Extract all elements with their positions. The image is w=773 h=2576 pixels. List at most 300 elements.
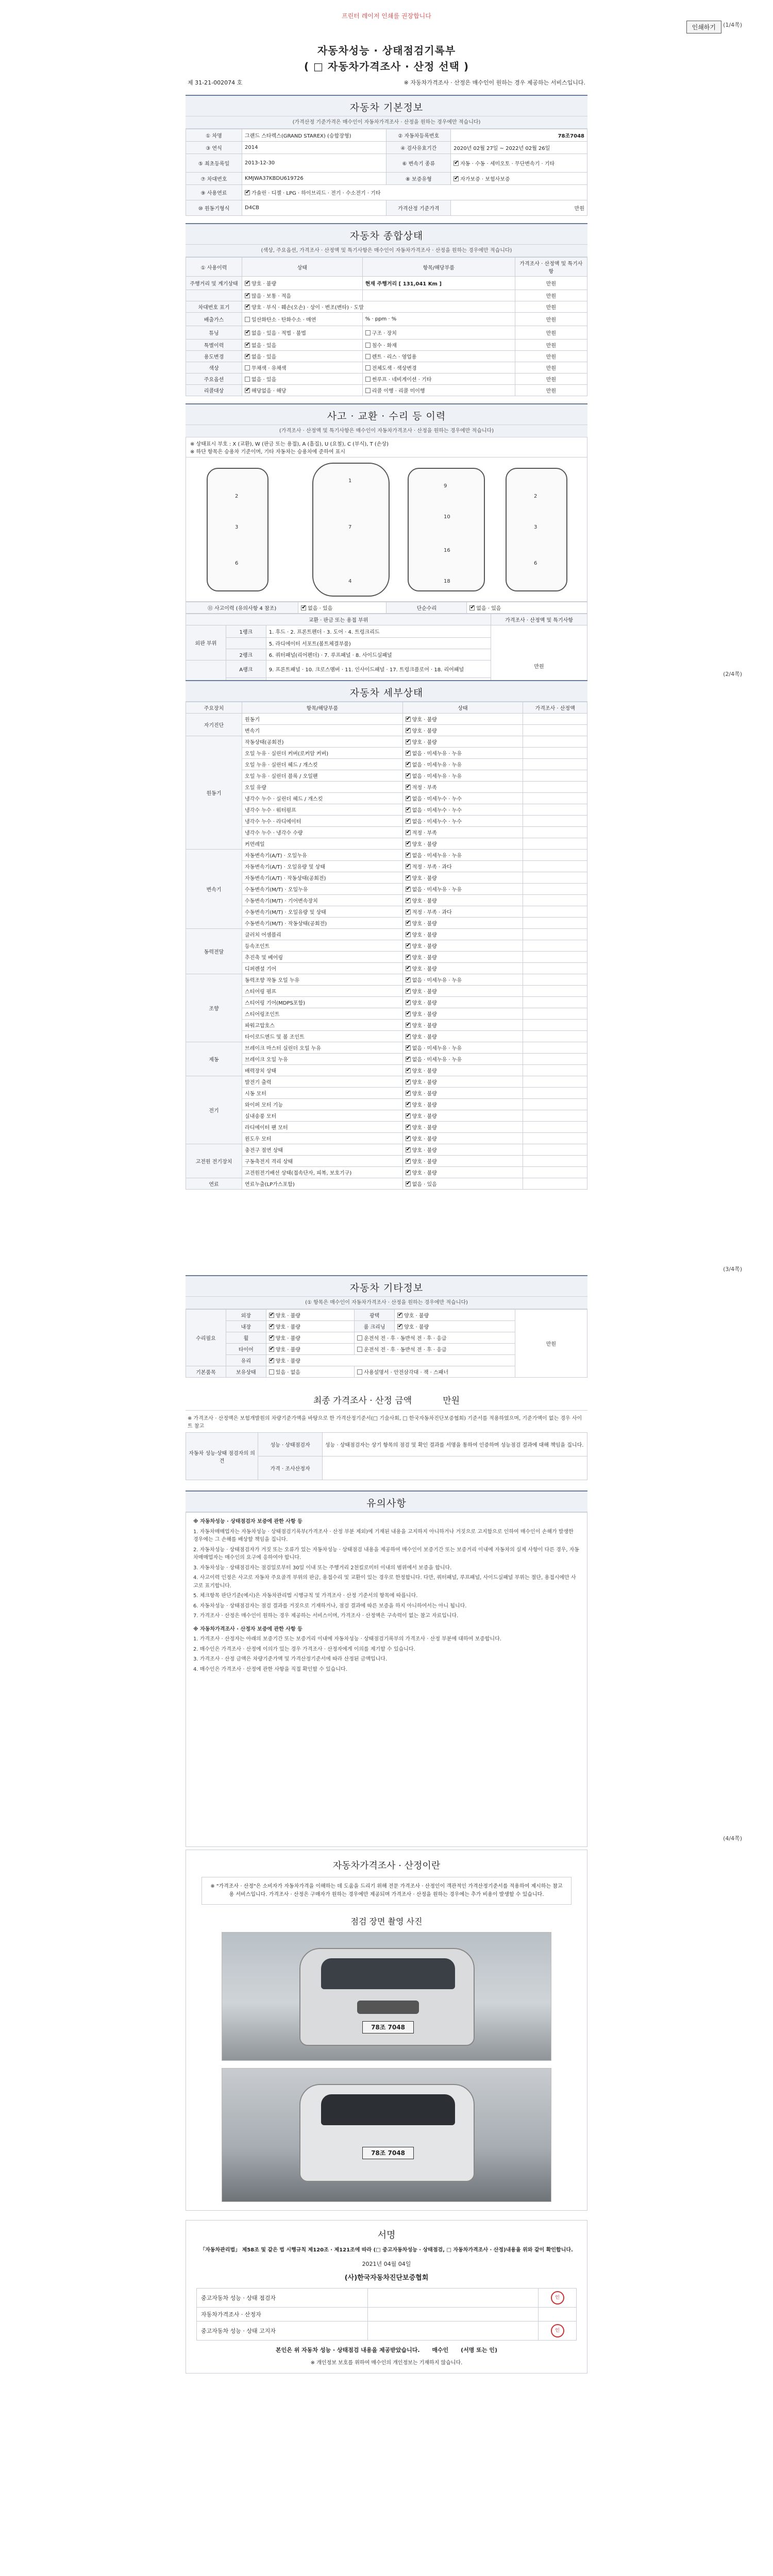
part-label: 커먼레일 bbox=[242, 838, 403, 850]
part-state: ✔ 없음 · 미세누유 · 누유 bbox=[402, 974, 523, 986]
detail-table: 주요장치 항목/해당부품 상태 가격조사 · 산정액 자기진단 원동기 ✔ 양호 · 불량 변속기 ✔ 양호 · 불량 원동기 작동상태(공회전) ✔ 양호 · 불량 오일 누유 · 실린더 커버(로커암 커버) ✔ 없음 · 미세누유 · 누유 오일 누유 · 실린더 헤드 / 개스킷 ✔ 없음 · 미세누유 · 누유 오일 누유 · 실린더 블록 / 오일팬 ✔ 없음 · 미세누유 · 누유 오일 유량 ✔ 적정 · 부족 냉각수 누수 · 실린더 헤드 / 개스킷 ✔ 없음 · 미세누수 · 누수 냉각수 누수 · 워터펌프 ✔ 없음 · 미세누수 · 누수 냉각수 누수 · 라디에이터 ✔ 없음 · 미세누수 · 누수 냉각수 누수 · 냉각수 수량 ✔ 적정 · 부족 커먼레일 ✔ 양호 · 불량 변속기 자동변속기(A/T) · 오일누유 ✔ 없음 · 미세누유 · 누유 자동변속기(A/T) · 오일유량 및 상태 ✔ 적정 · 부족 · 과다 자동변속기(A/T) · 작동상태(공회전) ✔ 양호 · 불량 수동변속기(M/T) · 오일누유 ✔ 없음 · 미세누유 · 누유 수동변속기(M/T) · 기어변속장치 ✔ 양호 · 불량 수동변속기(M/T) · 오일유량 및 상태 ✔ 적정 · 부족 · 과다 수동변속기(M/T) · 작동상태(공회전) ✔ 양호 · 불량 동력전달 클러치 어셈블리 ✔ 양호 · 불량 등속조인트 ✔ 양호 · 불량 추진축 및 베어링 ✔ 양호 · 불량 디퍼렌셜 기어 ✔ 양호 · 불량 조향 동력조향 작동 오일 누유 ✔ 없음 · 미세누유 · 누유 스티어링 펌프 ✔ 양호 · 불량 스티어링 기어(MDPS포함) ✔ 양호 · 불량 스티어링조인트 ✔ 양호 · 불량 파워고압호스 ✔ 양호 · 불량 타이로드엔드 및 볼 조인트 ✔ 양호 · 불량 제동 브레이크 마스터 실린더 오일 누유 ✔ 없음 · 미세누유 · 누유 브레이크 오일 누유 ✔ 없음 · 미세누유 · 누유 배력장치 상태 ✔ 양호 · 불량 전기 발전기 출력 ✔ 양호 · 불량 시동 모터 ✔ 양호 · 불량 와이퍼 모터 기능 ✔ 양호 · 불량 실내송풍 모터 ✔ 양호 · 불량 라디에이터 팬 모터 ✔ 양호 · 불량 윈도우 모터 ✔ 양호 · 불량 고전원 전기장치 충전구 절연 상태 ✔ 양호 · 불량 구동축전지 격리 상태 ✔ 양호 · 불량 고전원전기배선 상태(접속단자, 피복, 보호기구) ✔ 양호 · 불량 연료 연료누출(LP가스포함) ✔ 없음 · 있음 bbox=[186, 702, 587, 1190]
price-cell bbox=[523, 1133, 587, 1144]
general-state-table bbox=[186, 257, 587, 396]
table-row: 주요옵션 없음 · 있음 썬루프 · 네비게이션 · 기타 만원 bbox=[186, 374, 587, 385]
table-row bbox=[186, 1065, 587, 1076]
part-state: ✔ 양호 · 불량 bbox=[402, 1156, 523, 1167]
checkbox-checked bbox=[406, 966, 411, 971]
group-label: 연료 bbox=[186, 1178, 242, 1190]
part-state: ✔ 양호 · 불량 bbox=[402, 929, 523, 940]
part-state: ✔ 없음 · 미세누수 · 누수 bbox=[402, 804, 523, 816]
table-row bbox=[186, 895, 587, 906]
table-row: ✔많음 · 보통 · 적음 만원 bbox=[186, 290, 587, 301]
part-label: 클러치 어셈블리 bbox=[242, 929, 403, 940]
table-row bbox=[186, 816, 587, 827]
warranty-options: ✔ 자가보증 · 보험사보증 bbox=[451, 173, 587, 185]
final-title: 최종 가격조사 · 산정 금액 bbox=[313, 1396, 412, 1406]
table-row bbox=[186, 748, 587, 759]
price-cell bbox=[523, 997, 587, 1008]
final-table: 자동차 성능·상태 점검자의 의견 성능 · 상태점검자 성능 · 상태점검자는 상기 항목의 점검 및 확인 결과를 서명을 통하여 인증하며 성능점검 결과에 대해 책임을 집니다. 가격 · 조사산정자 bbox=[186, 1432, 587, 1480]
checkbox-checked bbox=[406, 1023, 411, 1028]
price-cell bbox=[523, 906, 587, 918]
price-cell bbox=[523, 1054, 587, 1065]
group-label: 제동 bbox=[186, 1042, 242, 1076]
table-row bbox=[186, 793, 587, 804]
price-cell bbox=[523, 782, 587, 793]
sign-title: 서명 bbox=[377, 2230, 396, 2241]
checkbox-checked bbox=[406, 1170, 411, 1175]
table-row bbox=[186, 770, 587, 782]
part-label: 디퍼렌셜 기어 bbox=[242, 963, 403, 974]
part-state: ✔ 양호 · 불량 bbox=[402, 963, 523, 974]
column-header: ① 사용이력 bbox=[186, 258, 242, 277]
checkbox-checked bbox=[406, 1159, 411, 1164]
checkbox-checked bbox=[245, 190, 250, 195]
checkbox-checked bbox=[406, 898, 411, 903]
accident-legend-note: ※ 하단 항목은 승용차 기준이며, 기타 자동차는 승용차에 준하여 표시 bbox=[190, 449, 345, 455]
price-cell bbox=[523, 884, 587, 895]
price-cell bbox=[523, 1167, 587, 1178]
price-cell bbox=[523, 1178, 587, 1190]
table-row bbox=[186, 1054, 587, 1065]
final-note: ※ 가격조사 · 산정액은 보험개발원의 차량기준가액을 바탕으로 한 가격산정기준서(□ 기술사회, □ 한국자동차진단보증협회) 기준서를 적용하였으며, 기준가액이 없는 경우 사이트 참고 bbox=[188, 1416, 582, 1429]
table-row bbox=[186, 872, 587, 884]
part-label: 수동변속기(M/T) · 기어변속장치 bbox=[242, 895, 403, 906]
part-state: ✔ 양호 · 불량 bbox=[402, 1020, 523, 1031]
part-state: ✔ 양호 · 불량 bbox=[402, 736, 523, 748]
sign-date: 2021년 04월 04일 bbox=[362, 2261, 411, 2267]
plate-value: 78조7048 bbox=[451, 129, 587, 142]
part-label: 자동변속기(A/T) · 오일유량 및 상태 bbox=[242, 861, 403, 872]
sign-footer: 본인은 위 자동차 성능 · 상태점검 내용을 제공받았습니다. 매수인 (서명 또는 인) bbox=[276, 2347, 497, 2353]
checkbox-checked bbox=[453, 161, 459, 166]
part-state: ✔ 없음 · 미세누유 · 누유 bbox=[402, 748, 523, 759]
price-info-text: ※ "가격조사 · 산정"은 소비자가 자동차가격을 이해하는 데 도움을 드리기 위해 전문 가격조사 · 산정인이 객관적인 가격산정기준서를 적용하여 제시하는 참고용 서비스입니다. 가격조사 · 산정은 구매자가 원하는 경우에만 제공되며 가격조사 · 산정을 원하는 경우에는 추가 비용이 발생할 수 있습니다. bbox=[201, 1877, 572, 1905]
price-cell bbox=[523, 1122, 587, 1133]
part-state: ✔ 양호 · 불량 bbox=[402, 918, 523, 929]
part-state: ✔ 양호 · 불량 bbox=[402, 1122, 523, 1133]
part-state: ✔ 없음 · 있음 bbox=[402, 1178, 523, 1190]
part-label: 와이퍼 모터 기능 bbox=[242, 1099, 403, 1110]
document-header bbox=[186, 42, 587, 87]
part-label: 오일 누유 · 실린더 커버(로커암 커버) bbox=[242, 748, 403, 759]
column-header: 상태 bbox=[242, 258, 363, 277]
photos-title: 점검 장면 촬영 사진 bbox=[350, 1917, 423, 1926]
part-label: 원동기 bbox=[242, 714, 403, 725]
value: 만원 bbox=[451, 200, 587, 216]
accident-subtitle: (가격조사 · 산정액 및 특기사항은 매수인이 자동차가격조사 · 산정을 원하는 경우에만 적습니다) bbox=[186, 425, 587, 437]
checkbox-checked bbox=[406, 785, 411, 790]
checkbox-checked bbox=[406, 1057, 411, 1062]
other-table: 수리필요 외장 ✔ 양호 · 불량 광택 ✔ 양호 · 불량 만원 내장 ✔ 양호 · 불량 룸 크리닝 ✔ 양호 · 불량 휠 ✔ 양호 · 불량 운전석 전 · 후 · 동반석 전 · 후 · 응급 타이어 ✔ 양호 · 불량 운전석 전 · 후 · 동반석 전 · 후 · 응급 유리 ✔ 양호 · 불량 기본품목 보유상태 있음 · 없음 사용설명서 · 안전삼각대 · 잭 · 스패너 bbox=[186, 1309, 587, 1378]
table-row bbox=[186, 827, 587, 838]
table-row bbox=[186, 838, 587, 850]
part-state: ✔ 양호 · 불량 bbox=[402, 1167, 523, 1178]
vehicle-photo-front: 78조 7048 bbox=[222, 1932, 551, 2061]
label: ⑩ 원동기형식 bbox=[186, 200, 242, 216]
part-state: ✔ 양호 · 불량 bbox=[402, 1133, 523, 1144]
table-row: 특별이력 ✔ 없음 · 있음 침수 · 화재 만원 bbox=[186, 340, 587, 351]
price-cell bbox=[523, 1076, 587, 1088]
part-label: 라디에이터 팬 모터 bbox=[242, 1122, 403, 1133]
sign-privacy-note: ※ 개인정보 보호를 위하여 매수인의 개인정보는 기재하지 않습니다. bbox=[310, 2360, 463, 2366]
table-row: 색상 무채색 · 유채색 전체도색 · 색상변경 만원 bbox=[186, 362, 587, 374]
table-row bbox=[186, 1167, 587, 1178]
part-label: 자동변속기(A/T) · 오일누유 bbox=[242, 850, 403, 861]
transmission-options: ✔ 자동 · 수동 · 세미오토 · 무단변속기 · 기타 bbox=[451, 154, 587, 173]
checkbox-checked bbox=[406, 807, 411, 812]
part-label: 스티어링조인트 bbox=[242, 1008, 403, 1020]
notes-box: ※ 자동차성능 · 상태점검자 보증에 관한 사항 등 1. 자동차매매업자는 자동차성능 · 상태점검기록부(가격조사 · 산정 부분 제외)에 기재된 내용을 고지하지 아니하거나 거짓으로 고지함으로 인하여 매수인이 손해가 발생한 경우에는 그 손해를 배상할 책임을 집니다. 2. 자동차성능 · 상태점검자가 거짓 또는 오류가 있는 자동차성능 · 상태점검 내용을 제공하여 매수인이 보증기간 또는 보증거리 이내에 자동차의 실제 사항이 다른 경우, 자동차매매업자는 매수인의 요구에 응하여야 합니다. 3. 자동차성능 · 상태점검자는 점검일로부터 30일 이내 또는 주행거리 2천킬로미터 이내의 범위에서 보증을 합니다. 4. 사고이력 인정은 사고로 자동차 주요골격 부위의 판금, 용접수리 및 교환이 있는 경우로 한정합니다. 다만, 쿼터패널, 루프패널, 사이드실패널 부위는 절단, 용접시에만 사고로 표기합니다. 5. 체크항목 판단기준(예시)은 자동차관리법 시행규칙 및 가격조사 · 산정 기준서의 항목에 따릅니다. 6. 자동차성능 · 상태점검자는 점검 결과를 거짓으로 기재하거나, 점검 결과에 따른 보증을 하지 아니하여서는 아니 됩니다. 7. 가격조사 · 산정은 매수인이 원하는 경우 제공하는 서비스이며, 가격조사 · 산정액은 구속력이 없는 참고 자료입니다. ※ 자동차가격조사 · 산정자 보증에 관한 사항 등 1. 가격조사 · 산정자는 아래의 보증기간 또는 보증거리 이내에 자동차성능 · 상태점검기록부의 가격조사 · 산정 부분에 대하여 보증합니다. 2. 매수인은 가격조사 · 산정에 이의가 있는 경우 가격조사 · 산정자에게 이의를 제기할 수 있습니다. 3. 가격조사 · 산정 금액은 차량기준가액 및 가격산정기준서에 따라 산정된 금액입니다. 4. 매수인은 가격조사 · 산정에 관한 사항을 직접 확인할 수 있습니다. bbox=[186, 1512, 587, 1847]
checkbox-checked bbox=[406, 909, 411, 914]
part-state: ✔ 양호 · 불량 bbox=[402, 872, 523, 884]
part-state: ✔ 양호 · 불량 bbox=[402, 1031, 523, 1042]
part-state: ✔ 적정 · 부족 bbox=[402, 782, 523, 793]
part-label: 등속조인트 bbox=[242, 940, 403, 952]
checkbox-checked bbox=[406, 955, 411, 960]
table-row bbox=[186, 974, 587, 986]
part-label: 브레이크 마스터 실린더 오일 누유 bbox=[242, 1042, 403, 1054]
label: ⑧ 보증유형 bbox=[386, 173, 451, 185]
part-state: ✔ 양호 · 불량 bbox=[402, 714, 523, 725]
checkbox-checked bbox=[406, 1000, 411, 1005]
part-state: ✔ 양호 · 불량 bbox=[402, 838, 523, 850]
table-row bbox=[186, 929, 587, 940]
price-cell bbox=[523, 759, 587, 770]
label: ① 차명 bbox=[186, 129, 242, 142]
other-subtitle: (① 항목은 매수인이 자동차가격조사 · 산정을 원하는 경우에만 적습니다) bbox=[186, 1297, 587, 1309]
part-state: ✔ 양호 · 불량 bbox=[402, 952, 523, 963]
checkbox-checked bbox=[406, 1091, 411, 1096]
checkbox-checked bbox=[406, 739, 411, 744]
column-header: 가격조사 · 산정액 및 특기사항 bbox=[515, 258, 587, 277]
table-row bbox=[186, 861, 587, 872]
column-header: 항목/해당부품 bbox=[362, 258, 515, 277]
checkbox-checked bbox=[406, 1045, 411, 1050]
checkbox-checked bbox=[406, 819, 411, 824]
basic-info-table bbox=[186, 129, 587, 216]
price-cell bbox=[523, 1020, 587, 1031]
part-state: ✔ 양호 · 불량 bbox=[402, 895, 523, 906]
label: ④ 검사유효기간 bbox=[386, 142, 451, 154]
checkbox-checked bbox=[406, 853, 411, 858]
table-row bbox=[186, 1042, 587, 1054]
price-cell bbox=[523, 1065, 587, 1076]
general-state-subtitle: (색상, 주요옵션, 가격조사 · 산정액 및 특기사항은 매수인이 자동차가격조사 · 산정을 원하는 경우에만 적습니다) bbox=[186, 245, 587, 257]
price-cell bbox=[523, 1156, 587, 1167]
value: KMJWA37KBDU619726 bbox=[242, 173, 386, 185]
label: ⑦ 차대번호 bbox=[186, 173, 242, 185]
table-row bbox=[186, 997, 587, 1008]
page-number: (1/4쪽) bbox=[723, 22, 742, 28]
checkbox-checked bbox=[406, 1181, 411, 1187]
part-label: 파워고압호스 bbox=[242, 1020, 403, 1031]
price-cell bbox=[523, 827, 587, 838]
part-label: 오일 누유 · 실린더 헤드 / 개스킷 bbox=[242, 759, 403, 770]
table-row: 차대번호 표기 ✔ 양호 · 부식 · 훼손(오손) · 상이 · 변조(변타) · 도말 만원 bbox=[186, 301, 587, 313]
group-label: 원동기 bbox=[186, 736, 242, 850]
price-info-title: 자동차가격조사 · 산정이란 bbox=[332, 1860, 441, 1871]
label: ③ 연식 bbox=[186, 142, 242, 154]
table-row bbox=[186, 850, 587, 861]
part-label: 변속기 bbox=[242, 725, 403, 736]
page-number: (4/4쪽) bbox=[723, 1835, 742, 1842]
part-label: 구동축전지 격리 상태 bbox=[242, 1156, 403, 1167]
checkbox-checked bbox=[406, 1102, 411, 1107]
table-row bbox=[186, 952, 587, 963]
signature-table: 중고자동차 성능 · 상태 점검자 인 자동차가격조사 · 산정자 중고자동차 성능 · 상태 고지자 인 bbox=[196, 2288, 577, 2341]
part-state: ✔ 양호 · 불량 bbox=[402, 1110, 523, 1122]
price-cell bbox=[523, 1099, 587, 1110]
table-row bbox=[186, 884, 587, 895]
part-state: ✔ 없음 · 미세누유 · 누유 bbox=[402, 1042, 523, 1054]
price-cell bbox=[523, 1031, 587, 1042]
part-state: ✔ 양호 · 불량 bbox=[402, 1008, 523, 1020]
part-label: 배력장치 상태 bbox=[242, 1065, 403, 1076]
table-row bbox=[186, 1088, 587, 1099]
value: D4CB bbox=[242, 200, 386, 216]
part-state: ✔ 양호 · 불량 bbox=[402, 1076, 523, 1088]
page-2 bbox=[186, 680, 587, 1190]
doc-notice: ※ 자동차가격조사 · 산정은 매수인이 원하는 경우 제공하는 서비스입니다. bbox=[404, 79, 585, 86]
table-row bbox=[186, 940, 587, 952]
table-row bbox=[186, 1008, 587, 1020]
price-cell bbox=[523, 804, 587, 816]
part-state: ✔ 양호 · 불량 bbox=[402, 1065, 523, 1076]
checkbox-checked bbox=[406, 1125, 411, 1130]
sign-law: 「자동차관리법」 제58조 및 같은 법 시행규칙 제120조 · 제121조에 따라 (□ 중고자동차성능 · 상태점검, □ 자동차가격조사 · 산정)내용을 위와 같이 확인합니다. bbox=[200, 2247, 573, 2253]
table-row bbox=[186, 759, 587, 770]
table-row bbox=[186, 736, 587, 748]
part-label: 자동변속기(A/T) · 작동상태(공회전) bbox=[242, 872, 403, 884]
fuel-options: ✔ 가솔린 · 디젤 · LPG · 하이브리드 · 전기 · 수소전기 · 기타 bbox=[242, 185, 587, 200]
price-cell bbox=[523, 895, 587, 906]
table-row bbox=[186, 906, 587, 918]
part-state: ✔ 양호 · 불량 bbox=[402, 1099, 523, 1110]
table-row bbox=[186, 1144, 587, 1156]
part-label: 냉각수 누수 · 라디에이터 bbox=[242, 816, 403, 827]
document-title: 자동차성능 · 상태점검기록부 bbox=[317, 44, 456, 57]
page-3 bbox=[186, 1275, 587, 1847]
accident-table: ⑪ 사고이력 (유의사항 4 참조) ✔ 없음 · 있음 단순수리 ✔ 없음 · 있음 bbox=[186, 602, 587, 614]
detail-title: 자동차 세부상태 bbox=[186, 680, 587, 702]
sign-org: (사)한국자동차진단보증협회 bbox=[344, 2274, 429, 2282]
page-4 bbox=[186, 1850, 587, 2374]
table-row bbox=[186, 1178, 587, 1190]
notes-title: 유의사항 bbox=[186, 1490, 587, 1512]
checkbox-checked bbox=[406, 773, 411, 778]
price-cell bbox=[523, 793, 587, 804]
table-row: 튜닝 ✔ 없음 · 있음 · 적법 · 불법 구조 · 장치 만원 bbox=[186, 326, 587, 340]
vehicle-photo-rear: 78조 7048 bbox=[222, 2068, 551, 2202]
checkbox-checked bbox=[406, 1079, 411, 1084]
group-label: 고전원 전기장치 bbox=[186, 1144, 242, 1178]
checkbox-checked bbox=[406, 887, 411, 892]
print-button[interactable]: 인쇄하기 bbox=[686, 21, 721, 33]
table-row bbox=[186, 1133, 587, 1144]
value: 2013-12-30 bbox=[242, 154, 386, 173]
price-cell bbox=[523, 963, 587, 974]
checkbox-checked bbox=[406, 1147, 411, 1153]
table-row bbox=[186, 714, 587, 725]
checkbox-checked bbox=[406, 1011, 411, 1016]
basic-info-subtitle: (가격산정 기준가격은 매수인이 자동차가격조사 · 산정을 원하는 경우에만 적습니다) bbox=[186, 116, 587, 129]
part-state: ✔ 양호 · 불량 bbox=[402, 997, 523, 1008]
part-label: 냉각수 누수 · 워터펌프 bbox=[242, 804, 403, 816]
table-row bbox=[186, 725, 587, 736]
final-unit: 만원 bbox=[443, 1396, 460, 1406]
part-label: 추진축 및 베어링 bbox=[242, 952, 403, 963]
table-row bbox=[186, 1110, 587, 1122]
part-state: ✔ 적정 · 부족 · 과다 bbox=[402, 906, 523, 918]
checkbox-checked bbox=[406, 1034, 411, 1039]
price-cell bbox=[523, 872, 587, 884]
group-label: 변속기 bbox=[186, 850, 242, 929]
table-row bbox=[186, 1076, 587, 1088]
checkbox-checked bbox=[406, 1136, 411, 1141]
checkbox-checked bbox=[406, 943, 411, 948]
part-label: 수동변속기(M/T) · 오일누유 bbox=[242, 884, 403, 895]
page-1 bbox=[186, 40, 587, 707]
price-cell bbox=[523, 816, 587, 827]
part-label: 오일 유량 bbox=[242, 782, 403, 793]
price-cell bbox=[523, 850, 587, 861]
table-row bbox=[186, 1122, 587, 1133]
group-label: 자기진단 bbox=[186, 714, 242, 736]
price-cell bbox=[523, 861, 587, 872]
part-state: ✔ 없음 · 미세누유 · 누유 bbox=[402, 884, 523, 895]
part-label: 브레이크 오일 누유 bbox=[242, 1054, 403, 1065]
value: 그랜드 스타렉스(GRAND STAREX) (승합장형) bbox=[242, 129, 386, 142]
accident-legend: ※ 상태표시 부호 : X (교환), W (판금 또는 용접), A (흠집), U (요철), C (부식), T (손상) bbox=[190, 442, 389, 447]
group-label: 동력전달 bbox=[186, 929, 242, 974]
price-cell bbox=[523, 770, 587, 782]
table-row: 용도변경 ✔ 없음 · 있음 렌트 · 리스 · 영업용 만원 bbox=[186, 351, 587, 362]
table-row bbox=[186, 986, 587, 997]
label: ② 자동차등록번호 bbox=[386, 129, 451, 142]
price-cell bbox=[523, 725, 587, 736]
table-row bbox=[186, 963, 587, 974]
table-row: 배출가스 일산화탄소 · 탄화수소 · 매연 % · ppm · % 만원 bbox=[186, 313, 587, 326]
stamp-icon: 인 bbox=[551, 2291, 564, 2304]
part-label: 작동상태(공회전) bbox=[242, 736, 403, 748]
checkbox-checked bbox=[406, 875, 411, 880]
price-cell bbox=[523, 974, 587, 986]
part-label: 연료누출(LP가스포함) bbox=[242, 1178, 403, 1190]
price-cell bbox=[523, 986, 587, 997]
basic-info-title: 자동차 기본정보 bbox=[186, 95, 587, 116]
checkbox-checked bbox=[406, 796, 411, 801]
part-state: ✔ 양호 · 불량 bbox=[402, 986, 523, 997]
part-label: 수동변속기(M/T) · 오일유량 및 상태 bbox=[242, 906, 403, 918]
price-cell bbox=[523, 1110, 587, 1122]
part-state: ✔ 양호 · 불량 bbox=[402, 940, 523, 952]
part-label: 윈도우 모터 bbox=[242, 1133, 403, 1144]
table-row: 주행거리 및 계기상태 ✔ 양호 · 불량 현재 주행거리 [ 131,041 Km ] 만원 bbox=[186, 277, 587, 290]
checkbox-checked bbox=[406, 728, 411, 733]
label: ⑥ 변속기 종류 bbox=[386, 154, 451, 173]
checkbox-checked bbox=[406, 751, 411, 756]
part-state: ✔ 없음 · 미세누유 · 누유 bbox=[402, 770, 523, 782]
top-warning: 프린터 레이저 인쇄를 권장합니다 bbox=[342, 12, 431, 20]
table-row: 리콜대상 ✔ 해당없음 · 해당 리콜 이행 · 리콜 미이행 만원 bbox=[186, 385, 587, 396]
price-cell bbox=[523, 929, 587, 940]
price-cell bbox=[523, 838, 587, 850]
price-cell bbox=[523, 1042, 587, 1054]
table-row bbox=[186, 1099, 587, 1110]
checkbox-checked bbox=[406, 841, 411, 846]
part-label: 냉각수 누수 · 냉각수 수량 bbox=[242, 827, 403, 838]
general-state-title: 자동차 종합상태 bbox=[186, 223, 587, 245]
part-label: 실내송풍 모터 bbox=[242, 1110, 403, 1122]
part-label: 타이로드엔드 및 볼 조인트 bbox=[242, 1031, 403, 1042]
price-cell bbox=[523, 940, 587, 952]
page-number: (3/4쪽) bbox=[723, 1266, 742, 1273]
checkbox-checked bbox=[406, 864, 411, 869]
part-label: 고전원전기배선 상태(접속단자, 피복, 보호기구) bbox=[242, 1167, 403, 1178]
price-cell bbox=[523, 736, 587, 748]
price-cell bbox=[523, 1144, 587, 1156]
part-state: ✔ 없음 · 미세누유 · 누유 bbox=[402, 1054, 523, 1065]
part-label: 발전기 출력 bbox=[242, 1076, 403, 1088]
label: ⑤ 최초등록일 bbox=[186, 154, 242, 173]
part-state: ✔ 양호 · 불량 bbox=[402, 1144, 523, 1156]
checkbox-checked bbox=[406, 921, 411, 926]
part-state: ✔ 적정 · 부족 bbox=[402, 827, 523, 838]
price-cell bbox=[523, 918, 587, 929]
group-label: 조향 bbox=[186, 974, 242, 1042]
part-state: ✔ 양호 · 불량 bbox=[402, 725, 523, 736]
part-state: ✔ 없음 · 미세누수 · 누수 bbox=[402, 816, 523, 827]
price-cell bbox=[523, 1008, 587, 1020]
car-diagram: 2 3 6 1 7 4 9 10 16 18 2 3 6 bbox=[186, 457, 587, 602]
table-row bbox=[186, 1020, 587, 1031]
part-label: 스티어링 펌프 bbox=[242, 986, 403, 997]
part-label: 오일 누유 · 실린더 블록 / 오일팬 bbox=[242, 770, 403, 782]
part-state: ✔ 적정 · 부족 · 과다 bbox=[402, 861, 523, 872]
part-label: 냉각수 누수 · 실린더 헤드 / 개스킷 bbox=[242, 793, 403, 804]
value: 2014 bbox=[242, 142, 386, 154]
part-state: ✔ 없음 · 미세누유 · 누유 bbox=[402, 759, 523, 770]
part-label: 동력조향 작동 오일 누유 bbox=[242, 974, 403, 986]
part-label: 수동변속기(M/T) · 작동상태(공회전) bbox=[242, 918, 403, 929]
table-row bbox=[186, 1156, 587, 1167]
part-state: ✔ 양호 · 불량 bbox=[402, 1088, 523, 1099]
part-state: ✔ 없음 · 미세누유 · 누유 bbox=[402, 850, 523, 861]
document-subtitle: ( □ 자동차가격조사 · 산정 선택 ) bbox=[304, 60, 469, 73]
checkbox-checked bbox=[406, 762, 411, 767]
checkbox-checked bbox=[406, 717, 411, 722]
table-row bbox=[186, 804, 587, 816]
checkbox-checked bbox=[453, 176, 459, 181]
checkbox-checked bbox=[406, 977, 411, 982]
table-row bbox=[186, 1031, 587, 1042]
part-label: 스티어링 기어(MDPS포함) bbox=[242, 997, 403, 1008]
checkbox-checked bbox=[406, 989, 411, 994]
price-cell bbox=[523, 952, 587, 963]
stamp-icon: 인 bbox=[551, 2324, 564, 2337]
part-state: ✔ 없음 · 미세누수 · 누수 bbox=[402, 793, 523, 804]
label: ⑨ 사용연료 bbox=[186, 185, 242, 200]
page-number: (2/4쪽) bbox=[723, 671, 742, 677]
label: 가격산정 기준가격 bbox=[386, 200, 451, 216]
price-cell bbox=[523, 1088, 587, 1099]
doc-number: 제 31-21-002074 호 bbox=[188, 79, 243, 86]
checkbox-checked bbox=[406, 1113, 411, 1118]
price-cell bbox=[523, 748, 587, 759]
value: 2020년 02월 27일 ~ 2022년 02월 26일 bbox=[451, 142, 587, 154]
checkbox-checked bbox=[406, 932, 411, 937]
